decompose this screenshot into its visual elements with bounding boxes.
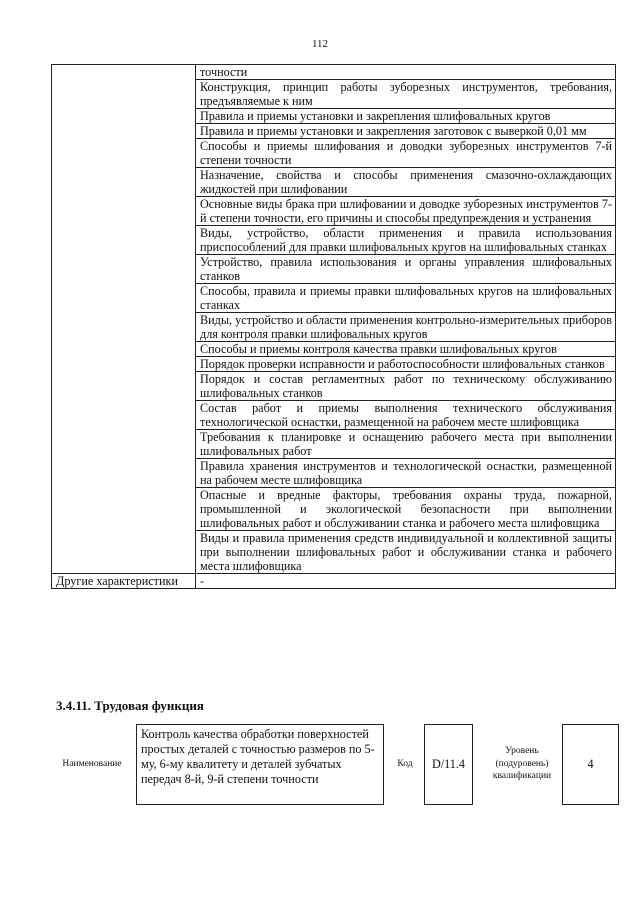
other-characteristics-label: Другие характеристики	[52, 574, 196, 589]
table-cell: Порядок проверки исправности и работоспособности шлифовальных станков	[196, 357, 616, 372]
table-cell: Способы и приемы контроля качества правки шлифовальных кругов	[196, 342, 616, 357]
table-cell: Правила и приемы установки и закрепления заготовок с выверкой 0,01 мм	[196, 124, 616, 139]
code-value-box: D/11.4	[424, 724, 473, 805]
table-row	[52, 65, 616, 80]
page-number: 112	[311, 38, 329, 50]
table-cell: Требования к планировке и оснащению рабочего места при выполнении шлифовальных работ	[196, 430, 616, 459]
table-cell: Порядок и состав регламентных работ по техническому обслуживанию шлифовальных станков	[196, 372, 616, 401]
table-cell: Способы и приемы шлифования и доводки зуборезных инструментов 7-й степени точности	[196, 139, 616, 168]
name-value-box: Контроль качества обработки поверхностей простых деталей с точностью размеров по 5-му, 6-му квалитету и деталей зубчатых передач 8-й, 9-й степени точности	[136, 724, 384, 805]
table-cell: Конструкция, принцип работы зуборезных инструментов, требования, предъявляемые к ним	[196, 80, 616, 109]
table-cell: точности	[196, 65, 616, 80]
table-cell: Виды, устройство, области применения и правила использования приспособлений для правки шлифовальных кругов на шлифовальных станках	[196, 226, 616, 255]
qualification-level-box: 4	[562, 724, 619, 805]
code-label: Код	[397, 759, 413, 769]
knowledge-table	[51, 64, 616, 589]
other-characteristics-row	[52, 574, 616, 589]
table-cell: Назначение, свойства и способы применения смазочно-охлаждающих жидкостей при шлифовании	[196, 168, 616, 197]
qualification-level-label: Уровень (подуровень) квалификации	[492, 746, 552, 781]
section-title: 3.4.11. Трудовая функция	[56, 698, 204, 713]
table-cell: Правила и приемы установки и закрепления шлифовальных кругов	[196, 109, 616, 124]
table-label-cell	[52, 65, 196, 574]
table-cell: Виды, устройство и области применения контрольно-измерительных приборов для контроля правки шлифовальных кругов	[196, 313, 616, 342]
table-cell: Состав работ и приемы выполнения технического обслуживания технологической оснастки, размещенной на рабочем месте шлифовщика	[196, 401, 616, 430]
table-cell: Основные виды брака при шлифовании и доводке зуборезных инструментов 7-й степени точности, его причины и способы предупреждения и устранения	[196, 197, 616, 226]
table-cell: Виды и правила применения средств индивидуальной и коллективной защиты при выполнении шлифовальных работ и обслуживании станка и рабочего места шлифовщика	[196, 531, 616, 574]
other-characteristics-value: -	[196, 574, 616, 589]
table-cell: Устройство, правила использования и органы управления шлифовальных станков	[196, 255, 616, 284]
table-cell: Опасные и вредные факторы, требования охраны труда, пожарной, промышленной и экологической безопасности при выполнении шлифовальных работ и обслуживании станка и рабочего места шлифовщика	[196, 488, 616, 531]
table-cell: Способы, правила и приемы правки шлифовальных кругов на шлифовальных станках	[196, 284, 616, 313]
name-label: Наименование	[62, 759, 122, 769]
table-cell: Правила хранения инструментов и технологической оснастки, размещенной на рабочем месте шлифовщика	[196, 459, 616, 488]
